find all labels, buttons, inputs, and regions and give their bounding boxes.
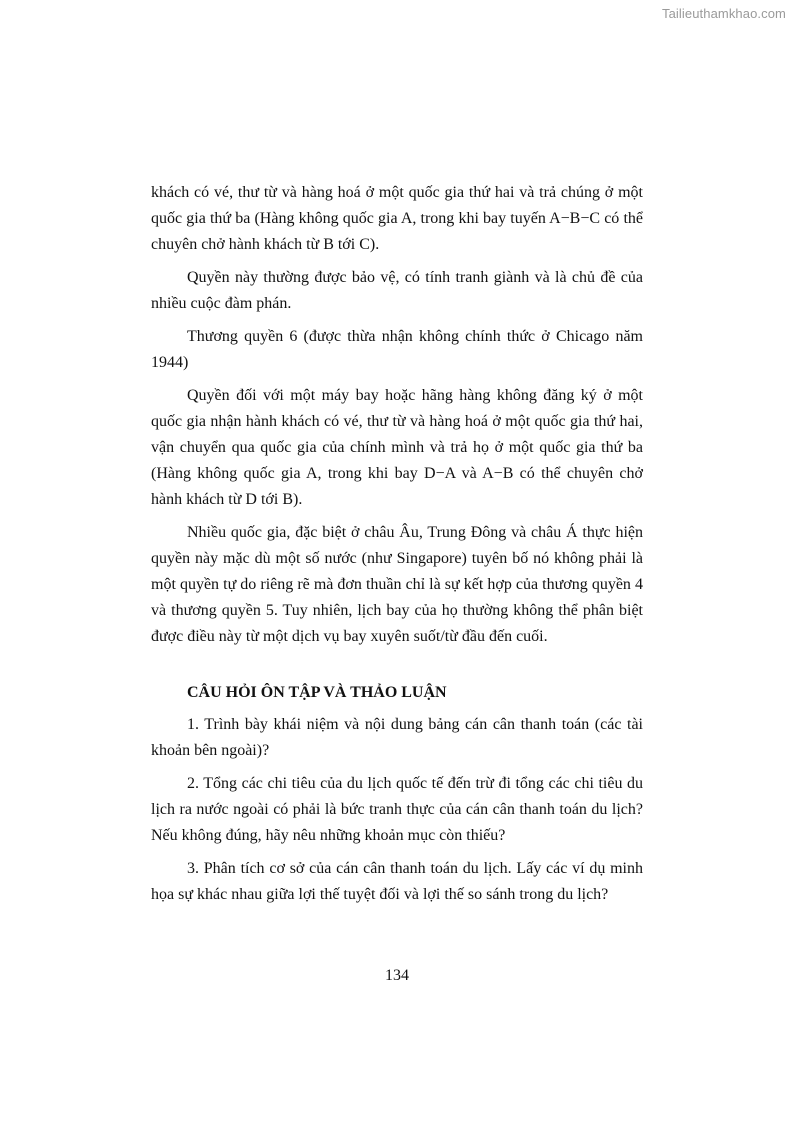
paragraph-sixth-freedom-practice: Nhiều quốc gia, đặc biệt ở châu Âu, Trung Đông và châu Á thực hiện quyền này mặc dù một số nước (như Singapore) tuyên bố nó không phải là một quyền tự do riêng rẽ mà đơn thuần chỉ là sự kết hợp của thương quyền 4 và thương quyền 5. Tuy nhiên, lịch bay của họ thường không thể phân biệt được điều này từ một dịch vụ bay xuyên suốt/từ đầu đến cuối. bbox=[151, 524, 643, 645]
paragraph-continuation: khách có vé, thư từ và hàng hoá ở một quốc gia thứ hai và trả chúng ở một quốc gia thứ ba (Hàng không quốc gia A, trong khi bay tuyến A−B−C có thể chuyên chở hành khách từ B tới C). bbox=[151, 184, 643, 253]
paragraph-right-protection: Quyền này thường được bảo vệ, có tính tranh giành và là chủ đề của nhiều cuộc đàm phán. bbox=[151, 269, 643, 312]
paragraph-sixth-freedom-definition: Quyền đối với một máy bay hoặc hãng hàng không đăng ký ở một quốc gia nhận hành khách có vé, thư từ và hàng hoá ở một quốc gia thứ hai, vận chuyển qua quốc gia của chính mình và trả họ ở một quốc gia thứ ba (Hàng không quốc gia A, trong khi bay D−A và A−B có thể chuyên chở hành khách từ D tới B). bbox=[151, 387, 643, 508]
page-body bbox=[151, 180, 643, 915]
section-heading: CÂU HỎI ÔN TẬP VÀ THẢO LUẬN bbox=[187, 684, 447, 701]
paragraph-sixth-freedom-title: Thương quyền 6 (được thừa nhận không chính thức ở Chicago năm 1944) bbox=[151, 328, 643, 371]
page-number: 134 bbox=[385, 967, 409, 984]
question-item: 3. Phân tích cơ sở của cán cân thanh toán du lịch. Lấy các ví dụ minh họa sự khác nhau giữa lợi thế tuyệt đối và lợi thế so sánh trong du lịch? bbox=[151, 860, 643, 903]
watermark-text: Tailieuthamkhao.com bbox=[661, 6, 786, 21]
question-item: 1. Trình bày khái niệm và nội dung bảng cán cân thanh toán (các tài khoản bên ngoài)? bbox=[151, 716, 643, 759]
question-item: 2. Tổng các chi tiêu của du lịch quốc tế đến trừ đi tổng các chi tiêu du lịch ra nước ngoài có phải là bức tranh thực của cán cân thanh toán du lịch? Nếu không đúng, hãy nêu những khoản mục còn thiếu? bbox=[151, 775, 643, 844]
